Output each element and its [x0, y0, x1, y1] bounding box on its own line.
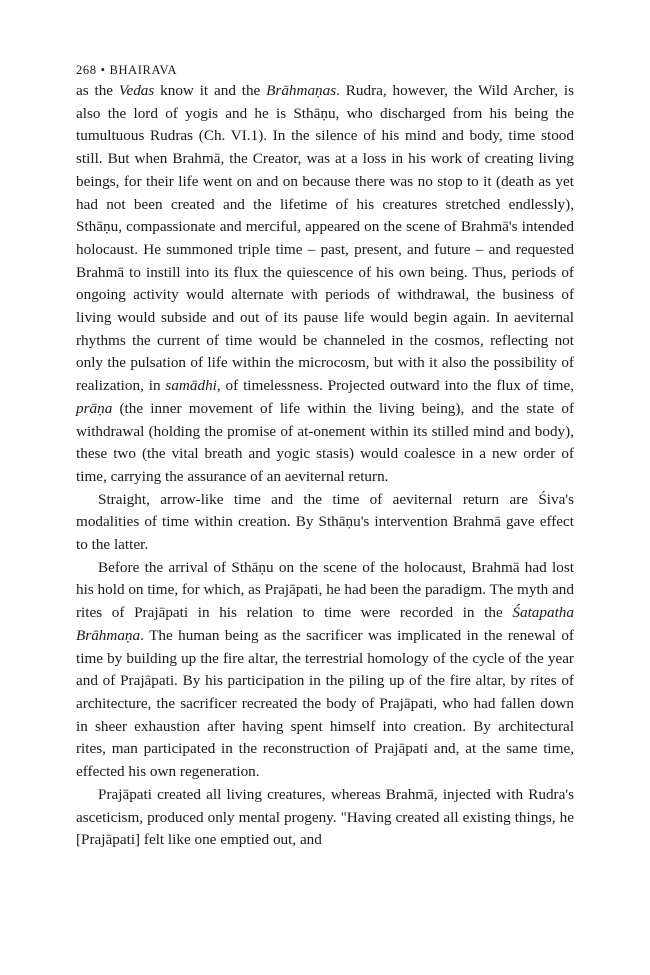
- page-number: 268: [76, 63, 97, 77]
- text-run: . The human being as the sacrificer was implicated in the renewal of time by building up the fire altar, the terrestrial homology of the cycle of the year and of Prajāpati. By his participation in the piling up of the fire altar, by rites of architecture, the sacrificer recreated the body of Prajāpati, who had fallen down in sheer exhaustion after having spent himself into creation. By architectural rites, man participated in the reconstruction of Prajāpati and, at the same time, effected his own regeneration.: [76, 626, 574, 781]
- italic-term: Brāhmaṇas: [266, 82, 337, 99]
- italic-term: Vedas: [118, 82, 155, 99]
- header-separator: •: [100, 63, 106, 77]
- italic-term: Śatapatha Brāhmaṇa: [76, 604, 574, 644]
- text-run: Straight, arrow-like time and the time of aeviternal return are Śiva's modalities of time within creation. By Sthāṇu's intervention Brahmā gave effect to the latter.: [76, 490, 574, 554]
- text-run: know it and the: [154, 82, 267, 99]
- running-title: BHAIRAVA: [109, 63, 178, 77]
- text-run: Before the arrival of Sthāṇu on the scene of the holocaust, Brahmā had lost his hold on time, for which, as Prajāpati, he had been the paradigm. The myth and rites of Prajāpati in his relation to time were recorded in the: [76, 558, 574, 622]
- text-run: Prajāpati created all living creatures, whereas Brahmā, injected with Rudra's asceticism, produced only mental progeny. "Having created all existing things, he [Prajāpati] felt like one emptied out, and: [76, 785, 574, 849]
- paragraph: [76, 80, 574, 489]
- body-text: [76, 80, 574, 852]
- paragraph: [76, 489, 574, 557]
- text-run: , of timelessness. Projected outward into the flux of time,: [216, 377, 574, 395]
- italic-term: samādhi: [165, 377, 217, 395]
- book-page: [76, 62, 574, 852]
- paragraph: [76, 784, 574, 852]
- paragraph: [76, 557, 574, 784]
- text-run: . Rudra, however, the Wild Archer, is also the lord of yogis and he is Sthāṇu, who discharged from his being the tumultuous Rudras (Ch. VI.1). In the silence of his mind and body, time stood still. But when Brahmā, the Creator, was at a loss in his work of creating living beings, for their life went on and on because there was no stop to it (death as yet had not been created and the lifetime of his creatures stretched endlessly), Sthāṇu, compassionate and merciful, appeared on the scene of Brahmā's intended holocaust. He summoned triple time – past, present, and future – and requested Brahmā to instill into its flux the quiescence of his own being. Thus, periods of ongoing activity would alternate with periods of withdrawal, the business of living would subside and out of its pause life would begin again. In aeviternal rhythms the current of time would be channeled in the cosmos, reflecting not only the pulsation of life within the microcosm, but with it also the possibility of realization, in: [76, 82, 574, 395]
- running-head: [76, 62, 574, 78]
- italic-term: prāṇa: [76, 399, 113, 417]
- text-run: as the: [76, 82, 119, 99]
- text-run: (the inner movement of life within the living being), and the state of withdrawal (holding the promise of at-onement within its stilled mind and body), these two (the vital breath and yogic stasis) would coalesce in a new order of time, carrying the assurance of an aeviternal return.: [76, 399, 574, 485]
